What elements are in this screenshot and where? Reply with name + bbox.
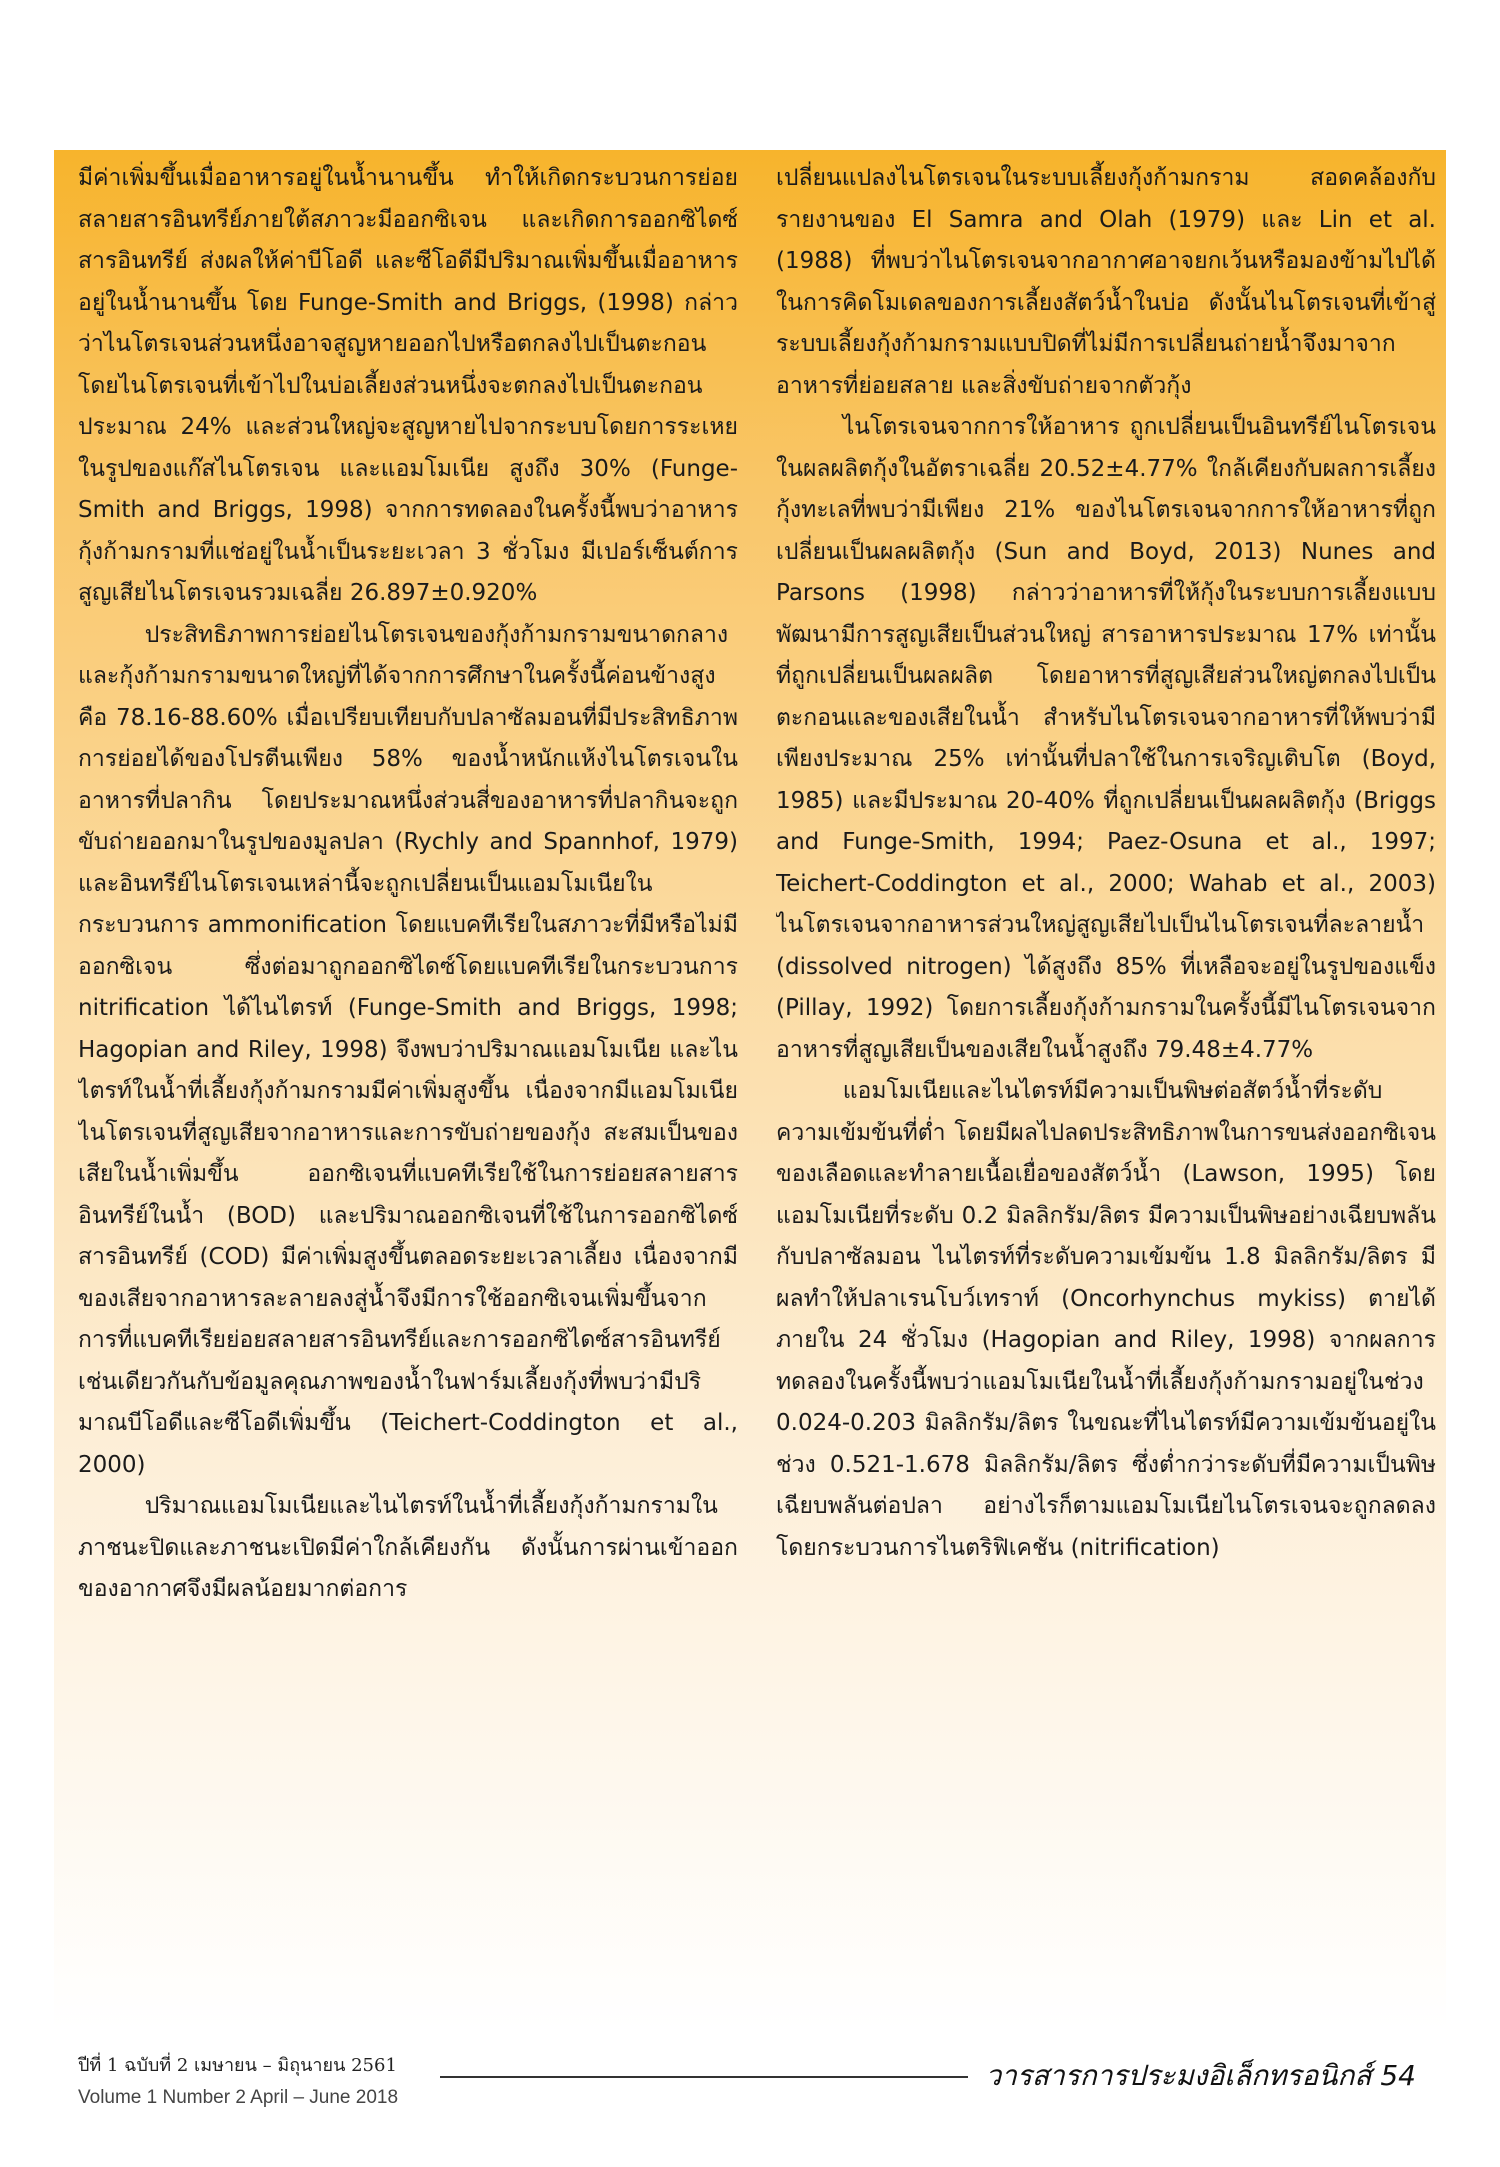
issue-thai: ปีที่ 1 ฉบับที่ 2 เมษายน – มิถุนายน 2561 [78,2055,397,2076]
left-paragraph-2: ประสิทธิภาพการย่อยไนโตรเจนของกุ้งก้ามกรามขนาดกลางและกุ้งก้ามกรามขนาดใหญ่ที่ได้จากการศึกษาในครั้งนี้ค่อนข้างสูงคือ 78.16-88.60% เมื่อเปรียบเทียบกับปลาซัลมอนที่มีประสิทธิภาพการย่อยได้ของโปรตีนเพียง 58% ของน้ำหนักแห้งไนโตรเจนในอาหารที่ปลากิน โดยประมาณหนึ่งส่วนสี่ของอาหารที่ปลากินจะถูกขับถ่ายออกมาในรูปของมูลปลา (Rychly and Spannhof, 1979) และอินทรีย์ไนโตรเจนเหล่านี้จะถูกเปลี่ยนเป็นแอมโมเนียในกระบวนการ ammonification โดยแบคทีเรียในสภาวะที่มีหรือไม่มีออกซิเจน ซึ่งต่อมาถูกออกซิไดซ์โดยแบคทีเรียในกระบวนการ nitrification ได้ไนไตรท์ (Funge-Smith and Briggs, 1998; Hagopian and Riley, 1998) จึงพบว่าปริมาณแอมโมเนีย และไนไตรท์ในน้ำที่เลี้ยงกุ้งก้ามกรามมีค่าเพิ่มสูงขึ้น เนื่องจากมีแอมโมเนียไนโตรเจนที่สูญเสียจากอาหารและการขับถ่ายของกุ้ง สะสมเป็นของเสียในน้ำเพิ่มขึ้น ออกซิเจนที่แบคทีเรียใช้ในการย่อยสลายสารอินทรีย์ในน้ำ (BOD) และปริมาณออกซิเจนที่ใช้ในการออกซิไดซ์สารอินทรีย์ (COD) มีค่าเพิ่มสูงขึ้นตลอดระยะเวลาเลี้ยง เนื่องจากมีของเสียจากอาหารละลายลงสู่น้ำจึงมีการใช้ออกซิเจนเพิ่มขึ้นจากการที่แบคทีเรียย่อยสลายสารอินทรีย์และการออกซิไดซ์สารอินทรีย์ เช่นเดียวกันกับข้อมูลคุณภาพของน้ำในฟาร์มเลี้ยงกุ้งที่พบว่ามีปริมาณบีโอดีและซีโอดีเพิ่มขึ้น (Teichert-Coddington et al., 2000) [78,621,738,1478]
footer-divider [440,2076,968,2078]
right-paragraph-3: แอมโมเนียและไนไตรท์มีความเป็นพิษต่อสัตว์น้ำที่ระดับความเข้มข้นที่ต่ำ โดยมีผลไปลดประสิทธิภาพในการขนส่งออกซิเจนของเลือดและทำลายเนื้อเยื่อของสัตว์น้ำ (Lawson, 1995) โดยแอมโมเนียที่ระดับ 0.2 มิลลิกรัม/ลิตร มีความเป็นพิษอย่างเฉียบพลันกับปลาซัลมอน ไนไตรท์ที่ระดับความเข้มข้น 1.8 มิลลิกรัม/ลิตร มีผลทำให้ปลาเรนโบว์เทราท์ (Oncorhynchus mykiss) ตายได้ภายใน 24 ชั่วโมง (Hagopian and Riley, 1998) จากผลการทดลองในครั้งนี้พบว่าแอมโมเนียในน้ำที่เลี้ยงกุ้งก้ามกรามอยู่ในช่วง 0.024-0.203 มิลลิกรัม/ลิตร ในขณะที่ไนไตรท์มีความเข้มข้นอยู่ในช่วง 0.521-1.678 มิลลิกรัม/ลิตร ซึ่งต่ำกว่าระดับที่มีความเป็นพิษเฉียบพลันต่อปลา อย่างไรก็ตามแอมโมเนียไนโตรเจนจะถูกลดลงโดยกระบวนการไนตริฟิเคชัน (nitrification) [776,1078,1436,1561]
right-column [776,158,1436,2018]
journal-page: วารสารการประมงอิเล็กทรอนิกส์ 54 [985,2059,1416,2092]
issue-info [78,2050,398,2109]
issue-english: Volume 1 Number 2 April – June 2018 [78,2087,399,2108]
left-column [78,158,738,2018]
left-paragraph-3: ปริมาณแอมโมเนียและไนไตรท์ในน้ำที่เลี้ยงกุ้งก้ามกรามในภาชนะปิดและภาชนะเปิดมีค่าใกล้เคียงกัน ดังนั้นการผ่านเข้าออกของอากาศจึงมีผลน้อยมากต่อการ [78,1493,738,1602]
left-paragraph-1: มีค่าเพิ่มขึ้นเมื่ออาหารอยู่ในน้ำนานขึ้น ทำให้เกิดกระบวนการย่อยสลายสารอินทรีย์ภายใต้สภาวะมีออกซิเจน และเกิดการออกซิไดซ์สารอินทรีย์ ส่งผลให้ค่าบีโอดี และซีโอดีมีปริมาณเพิ่มขึ้นเมื่ออาหารอยู่ในน้ำนานขึ้น โดย Funge-Smith and Briggs, (1998) กล่าวว่าไนโตรเจนส่วนหนึ่งอาจสูญหายออกไปหรือตกลงไปเป็นตะกอน โดยไนโตรเจนที่เข้าไปในบ่อเลี้ยงส่วนหนึ่งจะตกลงไปเป็นตะกอนประมาณ 24% และส่วนใหญ่จะสูญหายไปจากระบบโดยการระเหยในรูปของแก๊สไนโตรเจน และแอมโมเนีย สูงถึง 30% (Funge-Smith and Briggs, 1998) จากการทดลองในครั้งนี้พบว่าอาหารกุ้งก้ามกรามที่แช่อยู่ในน้ำเป็นระยะเวลา 3 ชั่วโมง มีเปอร์เซ็นต์การสูญเสียไนโตรเจนรวมเฉลี่ย 26.897±0.920% [78,165,738,606]
right-paragraph-1: เปลี่ยนแปลงไนโตรเจนในระบบเลี้ยงกุ้งก้ามกราม สอดคล้องกับรายงานของ El Samra and Olah (1979) และ Lin et al. (1988) ที่พบว่าไนโตรเจนจากอากาศอาจยกเว้นหรือมองข้ามไปได้ในการคิดโมเดลของการเลี้ยงสัตว์น้ำในบ่อ ดังนั้นไนโตรเจนที่เข้าสู่ระบบเลี้ยงกุ้งก้ามกรามแบบปิดที่ไม่มีการเปลี่ยนถ่ายน้ำจึงมาจากอาหารที่ย่อยสลาย และสิ่งขับถ่ายจากตัวกุ้ง [776,165,1436,399]
right-paragraph-2: ไนโตรเจนจากการให้อาหาร ถูกเปลี่ยนเป็นอินทรีย์ไนโตรเจนในผลผลิตกุ้งในอัตราเฉลี่ย 20.52±4.77% ใกล้เคียงกับผลการเลี้ยงกุ้งทะเลที่พบว่ามีเพียง 21% ของไนโตรเจนจากการให้อาหารที่ถูกเปลี่ยนเป็นผลผลิตกุ้ง (Sun and Boyd, 2013) Nunes and Parsons (1998) กล่าวว่าอาหารที่ให้กุ้งในระบบการเลี้ยงแบบพัฒนามีการสูญเสียเป็นส่วนใหญ่ สารอาหารประมาณ 17% เท่านั้นที่ถูกเปลี่ยนเป็นผลผลิต โดยอาหารที่สูญเสียส่วนใหญ่ตกลงไปเป็นตะกอนและของเสียในน้ำ สำหรับไนโตรเจนจากอาหารที่ให้พบว่ามีเพียงประมาณ 25% เท่านั้นที่ปลาใช้ในการเจริญเติบโต (Boyd, 1985) และมีประมาณ 20-40% ที่ถูกเปลี่ยนเป็นผลผลิตกุ้ง (Briggs and Funge-Smith, 1994; Paez-Osuna et al., 1997; Teichert-Coddington et al., 2000; Wahab et al., 2003) ไนโตรเจนจากอาหารส่วนใหญ่สูญเสียไปเป็นไนโตรเจนที่ละลายน้ำ (dissolved nitrogen) ได้สูงถึง 85% ที่เหลือจะอยู่ในรูปของแข็ง (Pillay, 1992) โดยการเลี้ยงกุ้งก้ามกรามในครั้งนี้มีไนโตรเจนจากอาหารที่สูญเสียเป็นของเสียในน้ำสูงถึง 79.48±4.77% [776,414,1436,1063]
